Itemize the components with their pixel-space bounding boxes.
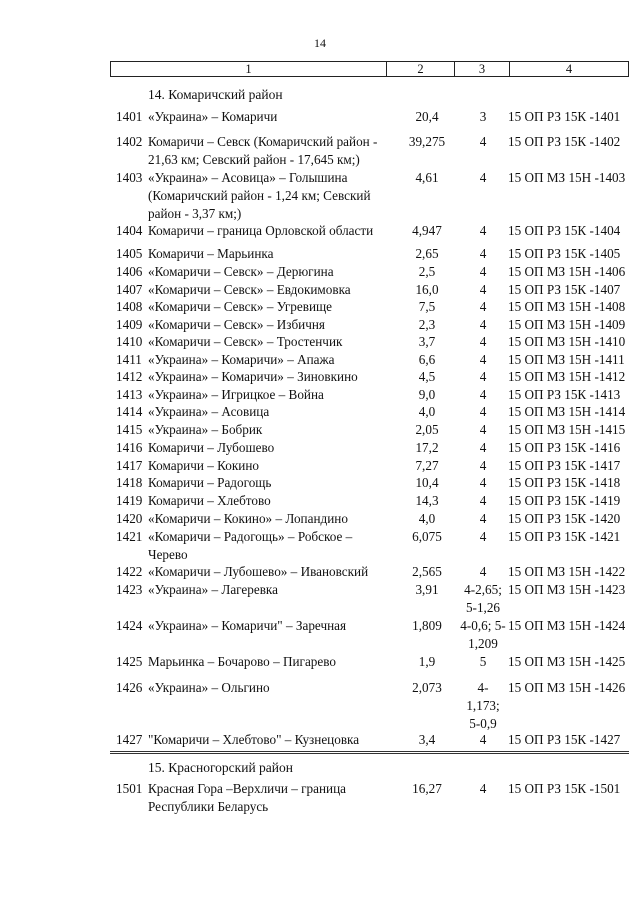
road-name: «Комаричи – Севск» – Избичня — [148, 317, 325, 332]
road-name: Комаричи – Кокино — [148, 458, 259, 473]
road-length: 3,4 — [418, 732, 436, 747]
road-code: 15 ОП МЗ 15Н -1414 — [508, 404, 626, 419]
road-name: «Комаричи – Лубошево» – Ивановский — [148, 564, 369, 579]
road-length: 4,0 — [418, 404, 436, 419]
row-number: 1403 — [116, 170, 143, 185]
road-name: «Комаричи – Севск» – Дерюгина — [148, 264, 334, 279]
road-name: Комаричи – Хлебтово — [148, 493, 271, 508]
road-name: Комаричи – Марьинка — [148, 246, 274, 261]
road-category: 4 — [479, 440, 487, 455]
road-name: «Украина» – Ольгино — [148, 680, 270, 695]
road-category: 4- 1,173; 5-0,9 — [466, 680, 500, 731]
row-number: 1425 — [116, 654, 143, 669]
road-name: «Комаричи – Севск» – Угревище — [148, 299, 333, 314]
road-length: 39,275 — [408, 134, 446, 149]
road-length: 20,4 — [415, 109, 439, 124]
road-name: Марьинка – Бочарово – Пигарево — [148, 654, 336, 669]
road-code: 15 ОП РЗ 15К -1420 — [508, 511, 621, 526]
header-col-3: 3 — [455, 62, 510, 76]
row-number: 1404 — [116, 223, 143, 238]
road-name: Комаричи – граница Орловской области — [148, 223, 374, 238]
road-name: «Украина» – Игрицкое – Война — [148, 387, 324, 402]
row-number: 1414 — [116, 404, 143, 419]
road-code: 15 ОП РЗ 15К -1421 — [508, 529, 621, 544]
road-code: 15 ОП РЗ 15К -1407 — [508, 282, 621, 297]
row-number: 1501 — [116, 781, 143, 796]
road-code: 15 ОП МЗ 15Н -1422 — [508, 564, 626, 579]
road-length: 2,3 — [418, 317, 436, 332]
road-code: 15 ОП МЗ 15Н -1403 — [508, 170, 626, 185]
road-length: 1,9 — [418, 654, 436, 669]
road-length: 7,27 — [415, 458, 439, 473]
row-number: 1416 — [116, 440, 143, 455]
road-category: 4 — [479, 334, 487, 349]
road-category: 4 — [479, 529, 487, 544]
road-code: 15 ОП РЗ 15К -1419 — [508, 493, 621, 508]
road-length: 6,075 — [412, 529, 442, 544]
road-name: «Украина» – Комаричи» – Зиновкино — [148, 369, 358, 384]
road-category: 4 — [479, 223, 487, 238]
road-length: 1,809 — [412, 618, 442, 633]
row-number: 1419 — [116, 493, 143, 508]
road-name: «Украина» – Асовица» – Голышина (Комаричский район - 1,24 км; Севский район - 3,37 км;) — [148, 170, 371, 221]
road-name: «Украина» – Асовица — [148, 404, 270, 419]
road-category: 4 — [479, 781, 487, 796]
section-divider — [110, 751, 629, 754]
row-number: 1421 — [116, 529, 143, 544]
road-length: 16,27 — [412, 781, 442, 796]
section-title: 15. Красногорский район — [148, 760, 293, 775]
road-length: 3,91 — [415, 582, 439, 597]
row-number: 1409 — [116, 317, 143, 332]
road-code: 15 ОП РЗ 15К -1417 — [508, 458, 621, 473]
road-length: 6,6 — [418, 352, 436, 367]
row-number: 1412 — [116, 369, 143, 384]
road-category: 4 — [479, 282, 487, 297]
road-category: 4 — [479, 475, 487, 490]
row-number: 1415 — [116, 422, 143, 437]
page-number: 14 — [314, 36, 326, 50]
road-category: 4 — [479, 352, 487, 367]
road-category: 4 — [479, 387, 487, 402]
row-number: 1401 — [116, 109, 143, 124]
road-code: 15 ОП РЗ 15К -1402 — [508, 134, 621, 149]
table-header — [110, 61, 629, 77]
road-category: 4 — [479, 511, 487, 526]
row-number: 1411 — [116, 352, 142, 367]
row-number: 1424 — [116, 618, 143, 633]
road-length: 16,0 — [415, 282, 439, 297]
road-code: 15 ОП РЗ 15К -1401 — [508, 109, 621, 124]
road-category: 4 — [479, 564, 487, 579]
header-col-1: 1 — [111, 62, 387, 76]
road-name: Комаричи – Радогощь — [148, 475, 272, 490]
road-name: «Комаричи – Севск» – Тростенчик — [148, 334, 343, 349]
road-name: Комаричи – Лубошево — [148, 440, 275, 455]
row-number: 1427 — [116, 732, 143, 747]
road-name: «Комаричи – Радогощь» – Робское – Черево — [148, 529, 353, 562]
road-category: 4 — [479, 422, 487, 437]
road-length: 17,2 — [415, 440, 439, 455]
road-name: «Украина» – Комаричи" – Заречная — [148, 618, 347, 633]
road-length: 4,947 — [412, 223, 442, 238]
road-name: "Комаричи – Хлебтово" – Кузнецовка — [148, 732, 360, 747]
road-length: 4,61 — [415, 170, 439, 185]
row-number: 1406 — [116, 264, 143, 279]
road-code: 15 ОП МЗ 15Н -1424 — [508, 618, 626, 633]
road-length: 4,5 — [418, 369, 436, 384]
road-code: 15 ОП РЗ 15К -1404 — [508, 223, 621, 238]
road-category: 4-0,6; 5-1,209 — [460, 618, 506, 651]
road-name: «Украина» – Бобрик — [148, 422, 263, 437]
road-code: 15 ОП РЗ 15К -1427 — [508, 732, 621, 747]
road-category: 4 — [479, 458, 487, 473]
road-code: 15 ОП МЗ 15Н -1426 — [508, 680, 626, 695]
road-name: «Украина» – Комаричи» – Апажа — [148, 352, 335, 367]
road-category: 5 — [479, 654, 487, 669]
row-number: 1407 — [116, 282, 143, 297]
road-name: «Комаричи – Кокино» – Лопандино — [148, 511, 348, 526]
row-number: 1418 — [116, 475, 143, 490]
row-number: 1422 — [116, 564, 143, 579]
road-category: 3 — [479, 109, 487, 124]
road-length: 4,0 — [418, 511, 436, 526]
road-code: 15 ОП МЗ 15Н -1409 — [508, 317, 626, 332]
road-length: 7,5 — [418, 299, 436, 314]
row-number: 1402 — [116, 134, 143, 149]
road-category: 4 — [479, 134, 487, 149]
row-number: 1426 — [116, 680, 143, 695]
section-title: 14. Комаричский район — [148, 87, 283, 102]
road-code: 15 ОП РЗ 15К -1418 — [508, 475, 621, 490]
road-code: 15 ОП РЗ 15К -1413 — [508, 387, 621, 402]
road-length: 9,0 — [418, 387, 436, 402]
road-name: Комаричи – Севск (Комаричский район - 21,63 км; Севский район - 17,645 км;) — [148, 134, 378, 167]
road-name: «Комаричи – Севск» – Евдокимовка — [148, 282, 351, 297]
road-code: 15 ОП МЗ 15Н -1411 — [508, 352, 625, 367]
row-number: 1413 — [116, 387, 143, 402]
row-number: 1417 — [116, 458, 143, 473]
road-category: 4 — [479, 264, 487, 279]
road-length: 14,3 — [415, 493, 439, 508]
header-col-4: 4 — [565, 62, 573, 76]
road-length: 2,65 — [415, 246, 439, 261]
road-length: 2,5 — [418, 264, 436, 279]
row-number: 1410 — [116, 334, 143, 349]
road-length: 2,565 — [412, 564, 442, 579]
road-length: 10,4 — [415, 475, 439, 490]
road-code: 15 ОП МЗ 15Н -1425 — [508, 654, 626, 669]
road-code: 15 ОП МЗ 15Н -1408 — [508, 299, 626, 314]
row-number: 1420 — [116, 511, 143, 526]
road-code: 15 ОП МЗ 15Н -1415 — [508, 422, 626, 437]
road-category: 4 — [479, 369, 487, 384]
road-code: 15 ОП РЗ 15К -1501 — [508, 781, 621, 796]
road-category: 4 — [479, 246, 487, 261]
road-category: 4-2,65; 5-1,26 — [464, 582, 502, 615]
row-number: 1423 — [116, 582, 143, 597]
road-code: 15 ОП МЗ 15Н -1412 — [508, 369, 626, 384]
road-name: «Украина» – Комаричи — [148, 109, 278, 124]
road-code: 15 ОП РЗ 15К -1416 — [508, 440, 621, 455]
road-length: 3,7 — [418, 334, 436, 349]
road-category: 4 — [479, 170, 487, 185]
row-number: 1405 — [116, 246, 143, 261]
row-number: 1408 — [116, 299, 143, 314]
road-name: Красная Гора –Верхличи – граница Республики Беларусь — [148, 781, 346, 814]
road-category: 4 — [479, 493, 487, 508]
road-category: 4 — [479, 317, 487, 332]
road-category: 4 — [479, 732, 487, 747]
road-code: 15 ОП РЗ 15К -1405 — [508, 246, 621, 261]
road-name: «Украина» – Лагеревка — [148, 582, 278, 597]
road-code: 15 ОП МЗ 15Н -1410 — [508, 334, 626, 349]
header-col-2: 2 — [387, 62, 455, 76]
road-code: 15 ОП МЗ 15Н -1406 — [508, 264, 626, 279]
road-length: 2,073 — [412, 680, 442, 695]
road-category: 4 — [479, 299, 487, 314]
road-code: 15 ОП МЗ 15Н -1423 — [508, 582, 626, 597]
road-length: 2,05 — [415, 422, 439, 437]
road-category: 4 — [479, 404, 487, 419]
